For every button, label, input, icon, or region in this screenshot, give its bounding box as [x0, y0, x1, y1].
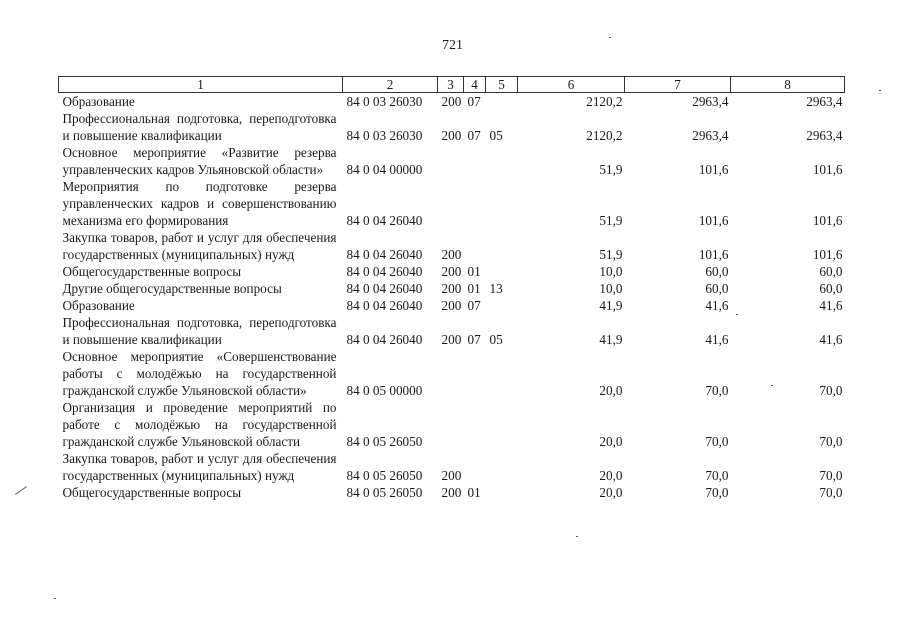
row-amount-col7: 60,0 [705, 264, 729, 279]
row-name: Профессиональная подготовка, переподготовка и повышение квалификации [62, 315, 337, 347]
row-name: Образование [62, 94, 135, 109]
row-subsection [486, 93, 518, 111]
row-amount-col7: 70,0 [705, 383, 729, 398]
row-section: 07 [467, 332, 481, 347]
row-amount-col8: 70,0 [819, 468, 843, 483]
row-amount-col8: 101,6 [812, 162, 843, 177]
row-subsection [486, 399, 518, 450]
row-expense-type [438, 178, 464, 229]
row-amount-col6: 20,0 [599, 485, 623, 500]
row-amount-col8: 101,6 [812, 213, 843, 228]
row-subsection [486, 144, 518, 178]
row-target-code: 84 0 05 26050 [346, 468, 423, 483]
row-amount-col7: 70,0 [705, 485, 729, 500]
row-expense-type: 200 [441, 94, 462, 109]
row-section [464, 178, 486, 229]
row-amount-col6: 10,0 [599, 264, 623, 279]
row-subsection [486, 229, 518, 263]
row-amount-col8: 2963,4 [806, 128, 843, 143]
row-subsection: 05 [489, 128, 503, 143]
table-body [59, 93, 845, 502]
row-subsection: 13 [489, 281, 503, 296]
row-amount-col7: 60,0 [705, 281, 729, 296]
row-target-code: 84 0 04 26040 [346, 247, 423, 262]
table-row [59, 280, 845, 297]
row-amount-col8: 70,0 [819, 383, 843, 398]
row-name: Образование [62, 298, 135, 313]
row-amount-col8: 60,0 [819, 264, 843, 279]
row-section: 07 [467, 298, 481, 313]
row-subsection [486, 263, 518, 280]
row-expense-type: 200 [441, 298, 462, 313]
row-amount-col6: 10,0 [599, 281, 623, 296]
row-name: Закупка товаров, работ и услуг для обеспечения государственных (муниципальных) нужд [62, 451, 337, 483]
row-target-code: 84 0 04 26040 [346, 281, 423, 296]
row-target-code: 84 0 04 00000 [346, 162, 423, 177]
row-name: Организация и проведение мероприятий по работе с молодёжью на государственной гражданской службе Ульяновской области [62, 400, 337, 449]
table-row [59, 450, 845, 484]
row-name: Другие общегосударственные вопросы [62, 281, 282, 296]
row-name: Основное мероприятие «Совершенствование работы с молодёжью на государственной гражданской службе Ульяновской области» [62, 349, 337, 398]
row-section [464, 399, 486, 450]
row-section: 01 [467, 264, 481, 279]
row-target-code: 84 0 04 26040 [346, 213, 423, 228]
row-amount-col6: 20,0 [599, 468, 623, 483]
row-target-code: 84 0 04 26040 [346, 298, 423, 313]
row-expense-type: 200 [441, 128, 462, 143]
row-target-code: 84 0 05 26050 [346, 485, 423, 500]
table-row [59, 178, 845, 229]
row-expense-type: 200 [441, 468, 462, 483]
scan-speck [609, 37, 611, 38]
row-name: Общегосударственные вопросы [62, 485, 242, 500]
row-section [464, 229, 486, 263]
row-section: 07 [467, 94, 481, 109]
row-target-code: 84 0 03 26030 [346, 128, 423, 143]
row-target-code: 84 0 05 26050 [346, 434, 423, 449]
row-amount-col6: 20,0 [599, 434, 623, 449]
row-amount-col6: 51,9 [599, 213, 623, 228]
row-amount-col7: 41,6 [705, 298, 729, 313]
scan-speck [771, 385, 773, 386]
row-amount-col7: 101,6 [698, 247, 729, 262]
header-col-2: 2 [343, 77, 438, 93]
row-expense-type: 200 [441, 332, 462, 347]
row-section [464, 144, 486, 178]
row-amount-col7: 2963,4 [692, 94, 729, 109]
row-subsection [486, 484, 518, 501]
row-subsection [486, 178, 518, 229]
row-expense-type [438, 348, 464, 399]
row-amount-col8: 41,6 [819, 298, 843, 313]
table-row [59, 484, 845, 501]
row-amount-col6: 51,9 [599, 247, 623, 262]
row-expense-type [438, 399, 464, 450]
table-row [59, 399, 845, 450]
row-amount-col8: 41,6 [819, 332, 843, 347]
header-col-6: 6 [518, 77, 625, 93]
scan-speck [879, 90, 881, 91]
row-section [464, 450, 486, 484]
row-amount-col6: 41,9 [599, 332, 623, 347]
row-expense-type: 200 [441, 281, 462, 296]
row-target-code: 84 0 03 26030 [346, 94, 423, 109]
scan-speck [576, 536, 578, 537]
row-subsection [486, 450, 518, 484]
scan-speck [736, 314, 738, 315]
row-amount-col6: 41,9 [599, 298, 623, 313]
row-amount-col6: 2120,2 [586, 94, 623, 109]
row-name: Основное мероприятие «Развитие резерва управленческих кадров Ульяновской области» [62, 145, 337, 177]
row-amount-col7: 101,6 [698, 162, 729, 177]
header-col-4: 4 [464, 77, 486, 93]
row-subsection: 05 [489, 332, 503, 347]
header-col-5: 5 [486, 77, 518, 93]
row-amount-col8: 2963,4 [806, 94, 843, 109]
row-amount-col8: 60,0 [819, 281, 843, 296]
row-amount-col7: 101,6 [698, 213, 729, 228]
row-amount-col7: 41,6 [705, 332, 729, 347]
row-amount-col8: 70,0 [819, 434, 843, 449]
scan-speck [54, 598, 56, 599]
row-amount-col8: 101,6 [812, 247, 843, 262]
row-section: 01 [467, 485, 481, 500]
row-name: Закупка товаров, работ и услуг для обеспечения государственных (муниципальных) нужд [62, 230, 337, 262]
table-row [59, 144, 845, 178]
page-number: 721 [442, 38, 463, 53]
row-expense-type [438, 144, 464, 178]
row-section [464, 348, 486, 399]
header-col-1: 1 [59, 77, 343, 93]
row-subsection [486, 348, 518, 399]
header-col-7: 7 [625, 77, 731, 93]
row-section: 01 [467, 281, 481, 296]
header-col-3: 3 [438, 77, 464, 93]
row-name: Профессиональная подготовка, переподготовка и повышение квалификации [62, 111, 337, 143]
table-row [59, 229, 845, 263]
row-amount-col6: 2120,2 [586, 128, 623, 143]
row-target-code: 84 0 05 00000 [346, 383, 423, 398]
budget-table [58, 76, 845, 501]
header-row [59, 77, 845, 93]
row-amount-col6: 20,0 [599, 383, 623, 398]
row-amount-col7: 2963,4 [692, 128, 729, 143]
scan-mark [15, 486, 27, 495]
table-row [59, 110, 845, 144]
table-header [59, 77, 845, 93]
row-subsection [486, 297, 518, 314]
header-col-8: 8 [731, 77, 845, 93]
row-amount-col6: 51,9 [599, 162, 623, 177]
row-section: 07 [467, 128, 481, 143]
row-target-code: 84 0 04 26040 [346, 264, 423, 279]
row-name: Мероприятия по подготовке резерва управленческих кадров и совершенствованию механизма его формирования [62, 179, 337, 228]
table-row [59, 348, 845, 399]
table-row [59, 263, 845, 280]
row-amount-col8: 70,0 [819, 485, 843, 500]
row-amount-col7: 70,0 [705, 468, 729, 483]
table-row [59, 314, 845, 348]
row-expense-type: 200 [441, 485, 462, 500]
row-expense-type: 200 [441, 264, 462, 279]
table-row [59, 297, 845, 314]
row-expense-type: 200 [441, 247, 462, 262]
row-target-code: 84 0 04 26040 [346, 332, 423, 347]
table-row [59, 93, 845, 111]
row-name: Общегосударственные вопросы [62, 264, 242, 279]
row-amount-col7: 70,0 [705, 434, 729, 449]
